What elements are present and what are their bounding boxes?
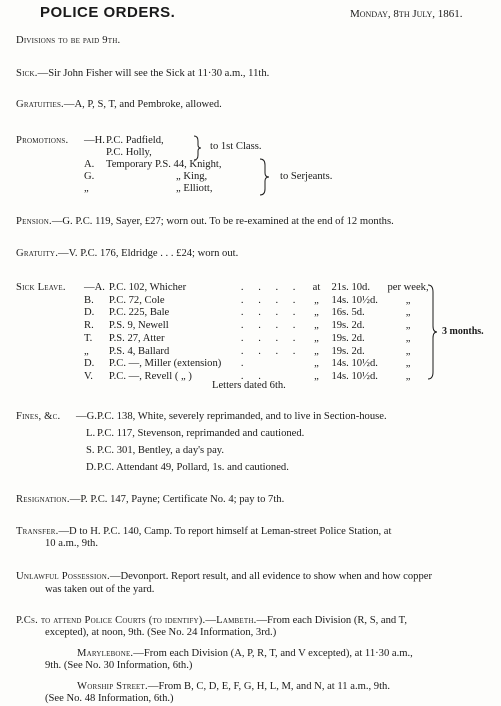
sick-leave-table	[82, 282, 431, 384]
sick-leave-name: P.C. —, Revell ( „ )	[108, 370, 192, 382]
sick-leave-at: „	[314, 332, 319, 344]
sick-leave-amount: 19s. 2d.	[331, 320, 365, 332]
fine-text: P.C. 117, Stevenson, reprimanded and cautioned.	[97, 428, 305, 439]
sick-leave-division: V.	[84, 370, 93, 382]
sick-leave-note: „	[405, 345, 411, 357]
table-row	[82, 333, 431, 346]
pension-label: Pension.	[16, 216, 52, 227]
sick-leave-at: „	[314, 370, 319, 382]
sick-leave-dots: . . . .	[240, 332, 302, 344]
sick-leave-name: P.C. 72, Cole	[108, 294, 165, 306]
unlawful-possession-notice	[16, 571, 432, 584]
gratuity-label: Gratuity.	[16, 248, 59, 259]
sick-leave-amount: 14s. 10½d.	[331, 358, 378, 370]
transfer-continued: 10 a.m., 9th.	[45, 538, 98, 549]
fine-division: S.	[86, 445, 95, 456]
promotions-label: Promotions.	[16, 135, 69, 146]
fine-text: P.C. 301, Bentley, a day's pay.	[97, 445, 225, 456]
sick-leave-division: R.	[84, 320, 94, 332]
gratuity-notice	[16, 248, 238, 261]
sick-leave-name: P.S. 9, Newell	[108, 320, 169, 332]
fine-division: L.	[86, 428, 96, 439]
sick-leave-division: B.	[84, 294, 94, 306]
promotion-row: G.	[84, 171, 95, 182]
promotion-row: —H.	[84, 135, 105, 146]
unlawful-possession-continued: was taken out of the yard.	[45, 584, 155, 595]
table-row	[82, 358, 431, 371]
sick-leave-amount: 16s. 5d.	[331, 307, 365, 319]
first-class-note: to 1st Class.	[210, 141, 262, 152]
sick-leave-note: „	[405, 294, 411, 306]
unlawful-possession-text: —Devonport. Report result, and all evidence to show when and how copper	[109, 571, 432, 582]
fine-text: P.C. Attendant 49, Pollard, 1s. and cautioned.	[97, 462, 289, 473]
sick-leave-at: at	[312, 282, 321, 293]
sick-leave-name: P.S. 27, Atter	[108, 332, 165, 344]
worship-street-label: Worship Street.	[77, 681, 148, 692]
table-row	[82, 282, 431, 295]
sick-leave-dots: . . . .	[240, 294, 302, 306]
sick-leave-dots: . . . .	[240, 282, 302, 293]
promotion-row: P.C. Holly,	[106, 147, 152, 158]
transfer-text: —D to H. P.C. 140, Camp. To report himself at Leman-street Police Station, at	[58, 526, 392, 537]
sick-leave-note: „	[405, 358, 411, 370]
lambeth-label: —Lambeth.	[205, 615, 257, 626]
sick-leave-note: „	[405, 307, 411, 319]
sick-leave-dots: . . . .	[240, 320, 302, 332]
transfer-label: Transfer.	[16, 526, 59, 537]
fine-division: —G.	[76, 411, 97, 422]
promotion-row: „ King,	[176, 171, 208, 182]
sick-leave-at: „	[314, 358, 319, 370]
sick-leave-division: T.	[84, 332, 93, 344]
resignation-notice	[16, 494, 284, 507]
unlawful-possession-label: Unlawful Possession.	[16, 571, 110, 582]
serjeants-brace-icon	[258, 158, 270, 196]
resignation-text: —P. P.C. 147, Payne; Certificate No. 4; pay to 7th.	[69, 494, 285, 505]
sick-label: Sick.	[16, 68, 38, 79]
sick-leave-brace-icon	[426, 284, 438, 380]
promotion-row: P.C. Padfield,	[106, 135, 164, 146]
transfer-notice	[16, 526, 391, 539]
sick-leave-at: „	[314, 307, 319, 319]
gratuities-notice	[16, 99, 222, 112]
police-courts-notice	[16, 615, 407, 628]
sick-leave-amount: 14s. 10½d.	[331, 370, 378, 382]
sick-leave-at: „	[314, 345, 319, 357]
pension-notice	[16, 216, 394, 229]
sick-leave-note: „	[405, 320, 411, 332]
sick-leave-division: „	[84, 345, 89, 357]
sick-leave-at: „	[314, 320, 319, 332]
document-date: Monday, 8th July, 1861.	[350, 8, 463, 20]
sick-leave-name: P.C. 225, Bale	[108, 307, 170, 319]
worship-street-notice	[77, 681, 390, 694]
sick-leave-amount: 19s. 2d.	[331, 332, 365, 344]
sick-leave-amount: 19s. 2d.	[331, 345, 365, 357]
worship-street-continued: (See No. 48 Information, 6th.)	[45, 693, 174, 704]
sick-leave-name: P.S. 4, Ballard	[108, 345, 170, 357]
lambeth-text: —From each Division (R, S, and T,	[256, 615, 407, 626]
table-row	[82, 346, 431, 359]
sick-leave-amount: 21s. 10d.	[331, 282, 371, 293]
first-class-brace-icon	[192, 135, 202, 161]
sick-leave-dots: . . . .	[240, 345, 302, 357]
promotion-row: „ Elliott,	[176, 183, 213, 194]
promotion-row: „	[84, 183, 89, 194]
sick-leave-note: „	[405, 332, 411, 344]
sick-notice	[16, 68, 269, 81]
sick-leave-dots: . . . .	[240, 307, 302, 319]
promotion-row: Temporary P.S. 44, Knight,	[106, 159, 222, 170]
marylebone-text: —From each Division (A, P, R, T, and V excepted), at 11·30 a.m.,	[133, 648, 413, 659]
sick-leave-at: „	[314, 294, 319, 306]
sick-leave-name: P.C. —, Miller (extension)	[108, 358, 222, 370]
sick-leave-dots: .	[240, 358, 250, 370]
table-row	[82, 307, 431, 320]
fines-label: Fines, &c.	[16, 411, 61, 422]
sick-leave-amount: 14s. 10½d.	[331, 294, 378, 306]
document-title: POLICE ORDERS.	[40, 4, 176, 21]
sick-leave-division: —A.	[84, 282, 105, 293]
table-row	[82, 320, 431, 333]
gratuities-text: —A, P, S, T, and Pembroke, allowed.	[63, 99, 222, 110]
gratuities-label: Gratuities.	[16, 99, 64, 110]
sick-leave-label: Sick Leave.	[16, 282, 66, 293]
serjeants-note: to Serjeants.	[280, 171, 333, 182]
sick-leave-division: D.	[84, 307, 95, 319]
marylebone-label: Marylebone.	[77, 648, 134, 659]
sick-leave-dots: . .	[240, 370, 267, 382]
sick-leave-duration: 3 months.	[442, 326, 484, 337]
pension-text: —G. P.C. 119, Sayer, £27; worn out. To be re-examined at the end of 12 months.	[51, 216, 394, 227]
promotion-row: A.	[84, 159, 95, 170]
lambeth-continued: excepted), at noon, 9th. (See No. 24 Information, 3rd.)	[45, 627, 277, 638]
sick-text: —Sir John Fisher will see the Sick at 11·30 a.m., 11th.	[37, 68, 270, 79]
gratuity-text: —V. P.C. 176, Eldridge . . . £24; worn out.	[58, 248, 239, 259]
sick-leave-note: per week,	[387, 282, 429, 293]
sick-leave-name: P.C. 102, Whicher	[108, 282, 187, 293]
fine-division: D.	[86, 462, 97, 473]
divisions-notice: Divisions to be paid 9th.	[16, 35, 121, 46]
sick-leave-letters: Letters dated 6th.	[212, 380, 286, 391]
table-row	[82, 295, 431, 308]
worship-street-text: —From B, C, D, E, F, G, H, L, M, and N, at 11 a.m., 9th.	[147, 681, 390, 692]
marylebone-continued: 9th. (See No. 30 Information, 6th.)	[45, 660, 193, 671]
marylebone-notice	[77, 648, 413, 661]
police-courts-label: P.Cs. to attend Police Courts (to identify).	[16, 615, 206, 626]
sick-leave-division: D.	[84, 358, 95, 370]
resignation-label: Resignation.	[16, 494, 70, 505]
fine-text: P.C. 138, White, severely reprimanded, and to live in Section-house.	[97, 411, 387, 422]
sick-leave-note: „	[405, 370, 411, 382]
